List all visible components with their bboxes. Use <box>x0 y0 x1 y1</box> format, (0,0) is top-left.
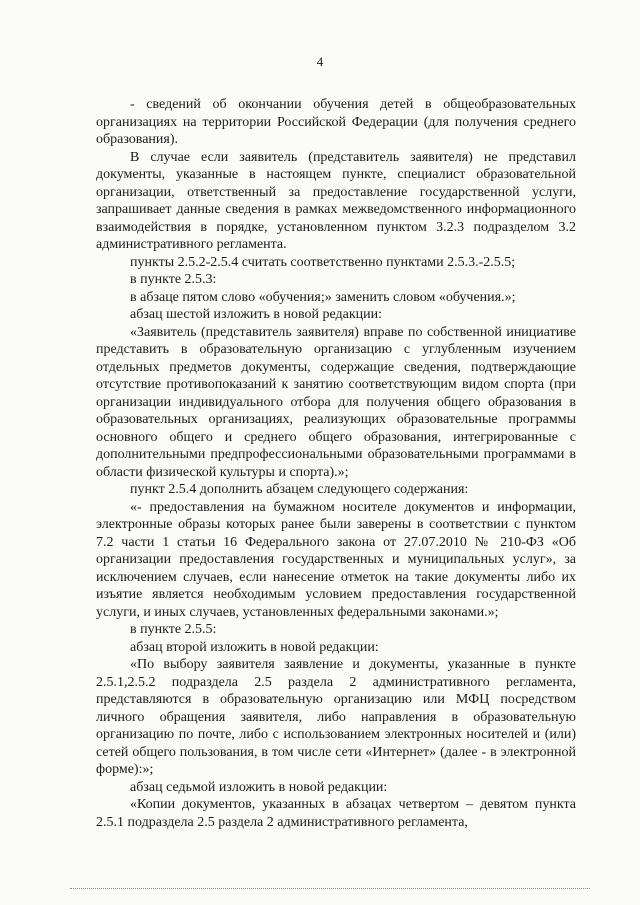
page-number: 4 <box>316 54 324 69</box>
scan-edge-divider <box>70 888 590 889</box>
paragraph: пункты 2.5.2-2.5.4 считать соответственно пунктами 2.5.3.-2.5.5; <box>130 254 516 270</box>
paragraph: в пункте 2.5.3: <box>130 272 217 287</box>
paragraph: абзац шестой изложить в новой редакции: <box>130 307 383 322</box>
paragraph: «По выбору заявителя заявление и документы, указанные в пункте 2.5.1,2.5.2 подраздела 2.5 раздела 2 административного регламента, представляются в образовательную организацию или МФЦ посредством личного обращения заявителя, либо направления в образовательную организацию по почте, либо с использованием электронных носителей и (или) сетей общего пользования, в том числе сети «Интернет» (далее - в электронной форме):»; <box>96 657 576 777</box>
paragraph: «Копии документов, указанных в абзацах четвертом – девятом пункта 2.5.1 подраздела 2.5 раздела 2 административного регламента, <box>96 797 576 830</box>
paragraph: в пункте 2.5.5: <box>130 622 217 637</box>
paragraph: В случае если заявитель (представитель заявителя) не представил документы, указанные в настоящем пункте, специалист образовательной организации, ответственный за предоставление государственной услуги, запрашивает данные сведения в рамках межведомственного информационного взаимодействия в порядке, установленном пунктом 3.2.3 подразделом 3.2 административного регламента. <box>96 149 576 252</box>
paragraph: «Заявитель (представитель заявителя) вправе по собственной инициативе представить в образовательную организацию с углубленным изучением отдельных предметов документы, содержащие сведения, подтверждающие отсутствие противопоказаний к занятию соответствующим видом спорта (при организации индивидуального отбора для получения общего образования в образовательных организациях, реализующих образовательные программы основного общего и среднего общего образования, интегрированные с дополнительными предпрофессиональными образовательными программами в области физической культуры и спорта).»; <box>96 324 576 480</box>
paragraph: абзац седьмой изложить в новой редакции: <box>130 779 388 795</box>
paragraph: в абзаце пятом слово «обучения;» заменить словом «обучения.»; <box>130 289 516 305</box>
paragraph: - сведений об окончании обучения детей в общеобразовательных организациях на территории Российской Федерации (для получения среднего образования). <box>96 97 576 147</box>
paragraph: пункт 2.5.4 дополнить абзацем следующего содержания: <box>130 482 469 497</box>
document-body <box>96 96 576 831</box>
paragraph: абзац второй изложить в новой редакции: <box>130 639 379 655</box>
paragraph: «- предоставления на бумажном носителе документов и информации, электронные образы которых ранее были заверены в соответствии с пунктом 7.2 части 1 статьи 16 Федерального закона от 27.07.2010 № 210-ФЗ «Об организации предоставления государственных и муниципальных услуг», за исключением случаев, если нанесение отметок на такие документы либо их изъятие является необходимым условием предоставления государственной услуги, и иных случаев, установленных федеральными законами.»; <box>96 499 576 620</box>
